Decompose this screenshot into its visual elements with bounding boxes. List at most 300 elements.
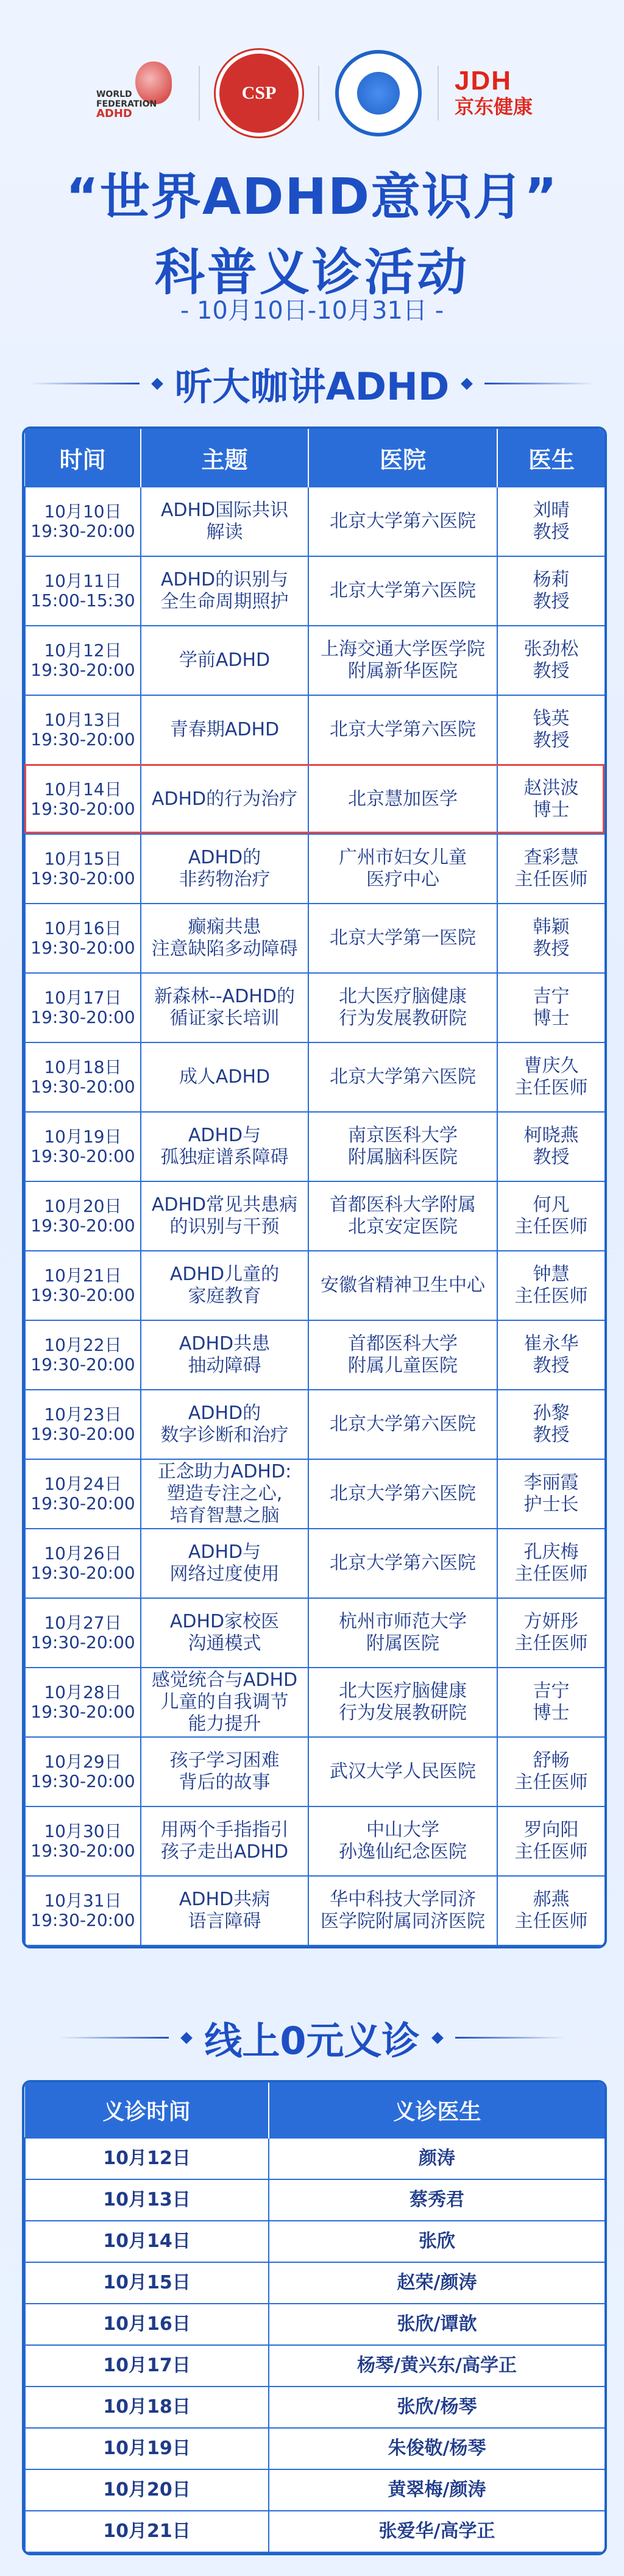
- cell-hospital-line: 附属脑科医院: [348, 1147, 458, 1168]
- cell-topic-line: 全生命周期照护: [160, 591, 289, 612]
- cell-hospital-line: 北京大学第六医院: [330, 719, 476, 740]
- cell-doctor: [497, 1042, 605, 1112]
- cell-topic: [141, 487, 308, 556]
- cell-hospital-line: 北京安定医院: [348, 1216, 458, 1237]
- table-row: [25, 2511, 605, 2552]
- cell-clinic-date: 10月18日: [25, 2387, 269, 2428]
- cell-topic-line: 成人ADHD: [179, 1066, 271, 1088]
- cell-clinic-doctors: 朱俊敬/杨琴: [269, 2428, 605, 2469]
- cell-topic: [141, 1529, 308, 1598]
- cell-topic-line: 孩子学习困难: [169, 1750, 280, 1771]
- cell-hospital-line: 南京医科大学: [348, 1125, 458, 1146]
- table-row: [25, 2221, 605, 2262]
- cell-doctor: [497, 626, 605, 695]
- cell-hospital-line: 华中科技大学同济: [330, 1889, 476, 1910]
- cell-topic-line: 正念助力ADHD:: [157, 1461, 292, 1482]
- cell-hospital-line: 孙逸仙纪念医院: [339, 1841, 467, 1863]
- cell-time: [25, 1529, 141, 1598]
- cell-hospital-line: 附属医院: [366, 1633, 439, 1654]
- cell-doctor: [497, 1668, 605, 1737]
- section-header-free-clinic: [0, 2011, 624, 2065]
- diamond-icon: [461, 378, 473, 390]
- cell-time: [25, 1876, 141, 1945]
- table-row: [25, 1320, 605, 1390]
- logo-bar: [0, 48, 624, 139]
- logo-text-federation: FEDERATION: [96, 99, 157, 109]
- cell-time: 19:30-20:00: [30, 1841, 135, 1861]
- cell-doctor-line: 吉宁: [533, 1680, 570, 1702]
- table-row: [25, 2179, 605, 2221]
- cell-topic-line: ADHD家校医: [169, 1611, 280, 1632]
- table-row: [25, 765, 605, 834]
- table-row: [25, 556, 605, 626]
- cell-hospital-line: 北京大学第六医院: [330, 1414, 476, 1435]
- cell-doctor-line: 主任医师: [514, 1772, 588, 1793]
- cell-time: [25, 1112, 141, 1181]
- cell-topic-line: 注意缺陷多动障碍: [151, 938, 298, 960]
- cell-topic: [141, 1737, 308, 1806]
- table-row: [25, 1806, 605, 1876]
- cell-time: 19:30-20:00: [30, 1007, 135, 1027]
- cell-doctor-line: 主任医师: [514, 1633, 588, 1654]
- cell-topic-line: ADHD的: [188, 847, 261, 868]
- cell-topic: [141, 1806, 308, 1876]
- decor-line: [59, 2037, 169, 2039]
- col-header-hospital: 医院: [308, 429, 497, 487]
- cell-date: 10月21日: [44, 1265, 122, 1286]
- logo-divider: [438, 66, 439, 121]
- cell-date: 10月17日: [44, 988, 122, 1008]
- cell-doctor: [497, 1112, 605, 1181]
- cell-topic-line: 学前ADHD: [179, 649, 271, 671]
- diamond-icon: [181, 2032, 193, 2044]
- world-federation-adhd-logo: [91, 57, 183, 130]
- cell-time: 19:30-20:00: [30, 521, 135, 541]
- cell-clinic-date: 10月17日: [25, 2345, 269, 2387]
- cell-date: 10月29日: [44, 1752, 122, 1772]
- cell-clinic-date: 10月12日: [25, 2138, 269, 2179]
- cell-date: 10月23日: [44, 1404, 122, 1424]
- cell-topic-line: 循证家长培训: [169, 1008, 280, 1029]
- cell-doctor: [497, 1876, 605, 1945]
- cell-doctor: [497, 1181, 605, 1251]
- csp-logo: CSP: [216, 50, 302, 136]
- cell-time: [25, 973, 141, 1042]
- main-title-line1: “世界ADHD意识月”: [65, 168, 558, 226]
- cell-topic: [141, 1320, 308, 1390]
- logo-divider: [199, 66, 200, 121]
- cell-hospital-line: 行为发展教研院: [339, 1702, 467, 1724]
- cell-date: 10月31日: [44, 1891, 122, 1911]
- table-row: [25, 695, 605, 765]
- cell-topic: [141, 904, 308, 973]
- cell-topic: [141, 1181, 308, 1251]
- cell-date: 10月12日: [44, 640, 122, 660]
- cell-topic: [141, 1598, 308, 1668]
- cell-hospital-line: 上海交通大学医学院: [321, 639, 485, 660]
- cell-doctor-line: 吉宁: [533, 986, 570, 1007]
- cell-doctor: [497, 695, 605, 765]
- cell-hospital-line: 北京大学第六医院: [330, 1552, 476, 1574]
- cell-hospital: [308, 1668, 497, 1737]
- cell-time: 19:30-20:00: [30, 938, 135, 958]
- cell-doctor-line: 博士: [533, 1702, 570, 1724]
- cell-doctor-line: 护士长: [523, 1494, 579, 1515]
- cell-doctor-line: 教授: [533, 591, 570, 612]
- cell-date: 10月20日: [44, 1196, 122, 1216]
- cell-time: [25, 487, 141, 556]
- cell-hospital-line: 附属新华医院: [348, 660, 458, 682]
- table-row: [25, 1459, 605, 1529]
- cell-doctor: [497, 1459, 605, 1529]
- cell-topic-line: ADHD共病: [179, 1889, 271, 1910]
- table-row: [25, 1251, 605, 1320]
- cell-hospital-line: 中山大学: [366, 1819, 439, 1841]
- table-row: [25, 1737, 605, 1806]
- cell-clinic-date: 10月16日: [25, 2304, 269, 2345]
- cell-topic: [141, 765, 308, 834]
- cell-date: 10月16日: [44, 918, 122, 938]
- lecture-schedule-table: [22, 426, 607, 1948]
- diamond-icon: [431, 2032, 444, 2044]
- cell-time: 19:30-20:00: [30, 1910, 135, 1930]
- cell-clinic-doctors: 张爱华/高学正: [269, 2511, 605, 2552]
- table-row: [25, 2469, 605, 2511]
- cell-hospital: [308, 695, 497, 765]
- cell-doctor-line: 孔庆梅: [523, 1541, 579, 1563]
- cell-topic: [141, 1112, 308, 1181]
- cell-topic-line: 语言障碍: [188, 1911, 261, 1932]
- section-title-free-clinic: 线上0元义诊: [204, 2019, 420, 2063]
- event-date-range: - 10月10日-10月31日 -: [180, 297, 444, 325]
- cell-hospital: [308, 1529, 497, 1598]
- cell-topic-line: 塑造专注之心,: [166, 1483, 283, 1504]
- cell-doctor-line: 教授: [533, 1355, 570, 1376]
- association-emblem-logo: [335, 50, 422, 136]
- cell-doctor-line: 教授: [533, 660, 570, 682]
- cell-topic-line: ADHD常见共患病: [151, 1194, 298, 1215]
- table-row: [25, 1598, 605, 1668]
- cell-doctor-line: 教授: [533, 938, 570, 960]
- col-header-clinic-doctor: 义诊医生: [269, 2082, 605, 2138]
- table-row: [25, 2345, 605, 2387]
- cell-doctor-line: 柯晓燕: [523, 1125, 579, 1146]
- cell-topic-line: ADHD的行为治疗: [151, 788, 298, 810]
- cell-hospital: [308, 834, 497, 904]
- cell-hospital: [308, 626, 497, 695]
- cell-doctor-line: 博士: [533, 799, 570, 821]
- table-row: [25, 2138, 605, 2179]
- cell-hospital: [308, 1459, 497, 1529]
- cell-time: 19:30-20:00: [30, 1424, 135, 1444]
- cell-date: 10月10日: [44, 501, 122, 522]
- cell-time: [25, 1181, 141, 1251]
- cell-time: 19:30-20:00: [30, 1077, 135, 1097]
- table-row: [25, 487, 605, 556]
- cell-topic-line: ADHD共患: [179, 1333, 271, 1354]
- cell-topic: [141, 1251, 308, 1320]
- cell-doctor: [497, 1737, 605, 1806]
- cell-date: 10月28日: [44, 1682, 122, 1702]
- cell-topic: [141, 1459, 308, 1529]
- cell-time: 15:00-15:30: [30, 590, 135, 610]
- cell-time: 19:30-20:00: [30, 1146, 135, 1166]
- cell-topic-line: 非药物治疗: [179, 869, 271, 890]
- cell-topic: [141, 834, 308, 904]
- section-header-lectures: [0, 356, 624, 411]
- cell-topic: [141, 556, 308, 626]
- cell-time: [25, 1459, 141, 1529]
- section-title-lectures: 听大咖讲ADHD: [174, 364, 450, 409]
- decor-line: [484, 383, 594, 384]
- cell-topic-line: 数字诊断和治疗: [160, 1424, 289, 1446]
- cell-time: 19:30-20:00: [30, 1354, 135, 1375]
- cell-doctor: [497, 1806, 605, 1876]
- cell-topic-line: 解读: [206, 522, 243, 543]
- table-row: [25, 1390, 605, 1459]
- cell-hospital-line: 安徽省精神卫生中心: [321, 1275, 485, 1296]
- cell-doctor-line: 主任医师: [514, 1911, 588, 1932]
- cell-doctor-line: 教授: [533, 1424, 570, 1446]
- cell-clinic-date: 10月13日: [25, 2179, 269, 2221]
- cell-topic: [141, 973, 308, 1042]
- cell-doctor-line: 主任医师: [514, 1077, 588, 1099]
- jd-brand-name: 京东健康: [454, 95, 533, 118]
- table-row: [25, 1668, 605, 1737]
- cell-hospital-line: 北京大学第六医院: [330, 1483, 476, 1504]
- cell-topic-line: 抽动障碍: [188, 1355, 261, 1376]
- cell-hospital: [308, 1876, 497, 1945]
- col-header-doctor: 医生: [497, 429, 605, 487]
- cell-clinic-doctors: 蔡秀君: [269, 2179, 605, 2221]
- table-row: [25, 1112, 605, 1181]
- cell-topic-line: ADHD与: [188, 1125, 261, 1146]
- cell-topic: [141, 1390, 308, 1459]
- cell-topic-line: 癫痫共患: [188, 916, 261, 938]
- col-header-clinic-date: 义诊时间: [25, 2082, 269, 2138]
- cell-doctor-line: 钱英: [533, 708, 570, 729]
- cell-time: [25, 1251, 141, 1320]
- cell-topic-line: 沟通模式: [188, 1633, 261, 1654]
- logo-text-adhd: ADHD: [96, 107, 132, 120]
- cell-topic: [141, 1876, 308, 1945]
- cell-hospital: [308, 1737, 497, 1806]
- cell-time: [25, 1737, 141, 1806]
- cell-time: [25, 1598, 141, 1668]
- cell-hospital: [308, 487, 497, 556]
- cell-topic-line: 孩子走出ADHD: [160, 1841, 289, 1863]
- table-header-row: [25, 429, 605, 487]
- jd-health-logo: [455, 68, 533, 119]
- cell-doctor-line: 崔永华: [523, 1333, 579, 1354]
- table-row: [25, 1042, 605, 1112]
- cell-clinic-date: 10月20日: [25, 2469, 269, 2511]
- cell-doctor-line: 罗向阳: [523, 1819, 579, 1841]
- cell-hospital-line: 行为发展教研院: [339, 1008, 467, 1029]
- cell-clinic-doctors: 杨琴/黄兴东/高学正: [269, 2345, 605, 2387]
- cell-topic-line: 用两个手指指引: [160, 1819, 289, 1841]
- cell-doctor-line: 刘晴: [533, 500, 570, 521]
- cell-clinic-date: 10月15日: [25, 2262, 269, 2304]
- cell-doctor-line: 张劲松: [523, 639, 579, 660]
- cell-clinic-doctors: 颜涛: [269, 2138, 605, 2179]
- col-header-time: 时间: [25, 429, 141, 487]
- cell-doctor-line: 博士: [533, 1008, 570, 1029]
- cell-clinic-doctors: 赵荣/颜涛: [269, 2262, 605, 2304]
- cell-clinic-doctors: 黄翠梅/颜涛: [269, 2469, 605, 2511]
- cell-time: 19:30-20:00: [30, 729, 135, 749]
- cell-date: 10月22日: [44, 1335, 122, 1355]
- cell-time: 19:30-20:00: [30, 1285, 135, 1305]
- cell-hospital-line: 医学院附属同济医院: [321, 1911, 485, 1932]
- cell-doctor-line: 教授: [533, 730, 570, 751]
- cell-hospital-line: 首都医科大学: [348, 1333, 458, 1354]
- cell-time: [25, 695, 141, 765]
- cell-date: 10月14日: [44, 779, 122, 799]
- cell-doctor: [497, 765, 605, 834]
- cell-clinic-doctors: 张欣: [269, 2221, 605, 2262]
- cell-doctor-line: 查彩慧: [523, 847, 579, 868]
- cell-date: 10月30日: [44, 1821, 122, 1841]
- cell-doctor-line: 何凡: [533, 1194, 570, 1215]
- cell-topic: [141, 1668, 308, 1737]
- cell-topic-line: 家庭教育: [188, 1286, 261, 1307]
- cell-doctor-line: 主任医师: [514, 1286, 588, 1307]
- table-row: [25, 1181, 605, 1251]
- cell-hospital-line: 北京大学第六医院: [330, 511, 476, 532]
- cell-hospital: [308, 1181, 497, 1251]
- cell-doctor-line: 韩颖: [533, 916, 570, 938]
- cell-doctor-line: 主任医师: [514, 869, 588, 890]
- cell-hospital-line: 附属儿童医院: [348, 1355, 458, 1376]
- cell-date: 10月15日: [44, 849, 122, 869]
- cell-time: 19:30-20:00: [30, 660, 135, 680]
- cell-time: 19:30-20:00: [30, 1702, 135, 1722]
- cell-hospital: [308, 1251, 497, 1320]
- cell-topic: [141, 695, 308, 765]
- cell-hospital-line: 首都医科大学附属: [330, 1194, 476, 1215]
- cell-date: 10月19日: [44, 1127, 122, 1147]
- cell-doctor: [497, 834, 605, 904]
- table-row: [25, 626, 605, 695]
- logo-divider: [318, 66, 319, 121]
- cell-topic: [141, 626, 308, 695]
- cell-topic-line: 孤独症谱系障碍: [160, 1147, 289, 1168]
- cell-time: [25, 834, 141, 904]
- cell-topic-line: 背后的故事: [179, 1772, 271, 1793]
- cell-doctor-line: 教授: [533, 522, 570, 543]
- cell-hospital: [308, 1598, 497, 1668]
- cell-topic-line: 培育智慧之脑: [169, 1505, 280, 1526]
- cell-doctor-line: 郝燕: [533, 1889, 570, 1910]
- cell-date: 10月24日: [44, 1474, 122, 1494]
- cell-doctor-line: 主任医师: [514, 1216, 588, 1237]
- cell-doctor-line: 主任医师: [514, 1563, 588, 1585]
- cell-date: 10月13日: [44, 710, 122, 730]
- cell-time: 19:30-20:00: [30, 1563, 135, 1583]
- cell-hospital-line: 北京大学第六医院: [330, 1066, 476, 1088]
- cell-topic-line: ADHD的识别与: [160, 569, 289, 590]
- cell-doctor: [497, 487, 605, 556]
- cell-doctor-line: 钟慧: [533, 1264, 570, 1285]
- cell-doctor: [497, 1598, 605, 1668]
- table-row: [25, 973, 605, 1042]
- cell-topic-line: ADHD与: [188, 1541, 261, 1563]
- cell-date: 10月11日: [44, 571, 122, 591]
- cell-doctor-line: 舒畅: [533, 1750, 570, 1771]
- table-row: [25, 904, 605, 973]
- cell-hospital: [308, 973, 497, 1042]
- main-title-line2: 科普义诊活动: [154, 244, 469, 302]
- cell-doctor-line: 教授: [533, 1147, 570, 1168]
- cell-clinic-date: 10月21日: [25, 2511, 269, 2552]
- decor-line: [30, 383, 140, 384]
- cell-topic-line: 儿童的自我调节: [160, 1691, 289, 1713]
- table-row: [25, 2262, 605, 2304]
- cell-time: [25, 556, 141, 626]
- cell-time: [25, 1320, 141, 1390]
- cell-doctor-line: 曹庆久: [523, 1055, 579, 1077]
- cell-doctor: [497, 1251, 605, 1320]
- cell-doctor-line: 赵洪波: [523, 777, 579, 799]
- cell-topic-line: 能力提升: [188, 1713, 261, 1735]
- jd-brand-mark: JDH: [454, 66, 512, 96]
- table-row: [25, 1876, 605, 1945]
- cell-time: 19:30-20:00: [30, 1215, 135, 1236]
- cell-hospital: [308, 556, 497, 626]
- cell-doctor-line: 李丽霞: [523, 1472, 579, 1493]
- cell-hospital-line: 武汉大学人民医院: [330, 1761, 476, 1782]
- cell-time: 19:30-20:00: [30, 1493, 135, 1513]
- cell-time: [25, 1806, 141, 1876]
- cell-doctor: [497, 904, 605, 973]
- cell-doctor: [497, 1320, 605, 1390]
- cell-clinic-doctors: 张欣/杨琴: [269, 2387, 605, 2428]
- cell-time: 19:30-20:00: [30, 799, 135, 819]
- decor-line: [455, 2037, 565, 2039]
- cell-time: [25, 1668, 141, 1737]
- cell-hospital: [308, 765, 497, 834]
- emblem-icon: [357, 72, 400, 115]
- cell-hospital: [308, 904, 497, 973]
- cell-topic-line: 新森林--ADHD的: [154, 986, 295, 1007]
- cell-topic: [141, 1042, 308, 1112]
- cell-hospital-line: 医疗中心: [366, 869, 439, 890]
- cell-doctor-line: 主任医师: [514, 1841, 588, 1863]
- cell-time: 19:30-20:00: [30, 1632, 135, 1652]
- cell-topic-line: ADHD国际共识: [160, 500, 289, 521]
- cell-hospital: [308, 1042, 497, 1112]
- cell-doctor-line: 杨莉: [533, 569, 570, 590]
- cell-topic-line: 感觉统合与ADHD: [151, 1669, 298, 1691]
- cell-time: [25, 765, 141, 834]
- cell-hospital-line: 北大医疗脑健康: [339, 986, 467, 1007]
- cell-topic-line: 的识别与干预: [169, 1216, 280, 1237]
- cell-time: [25, 626, 141, 695]
- free-clinic-table: [22, 2080, 607, 2555]
- cell-topic-line: ADHD的: [188, 1403, 261, 1424]
- cell-time: [25, 1042, 141, 1112]
- cell-clinic-date: 10月19日: [25, 2428, 269, 2469]
- cell-doctor: [497, 973, 605, 1042]
- cell-time: 19:30-20:00: [30, 868, 135, 888]
- cell-hospital-line: 杭州市师范大学: [339, 1611, 467, 1632]
- cell-hospital-line: 广州市妇女儿童: [339, 847, 467, 868]
- diamond-icon: [151, 378, 163, 390]
- cell-doctor: [497, 1390, 605, 1459]
- cell-clinic-doctors: 张欣/谭歆: [269, 2304, 605, 2345]
- table-row: [25, 2428, 605, 2469]
